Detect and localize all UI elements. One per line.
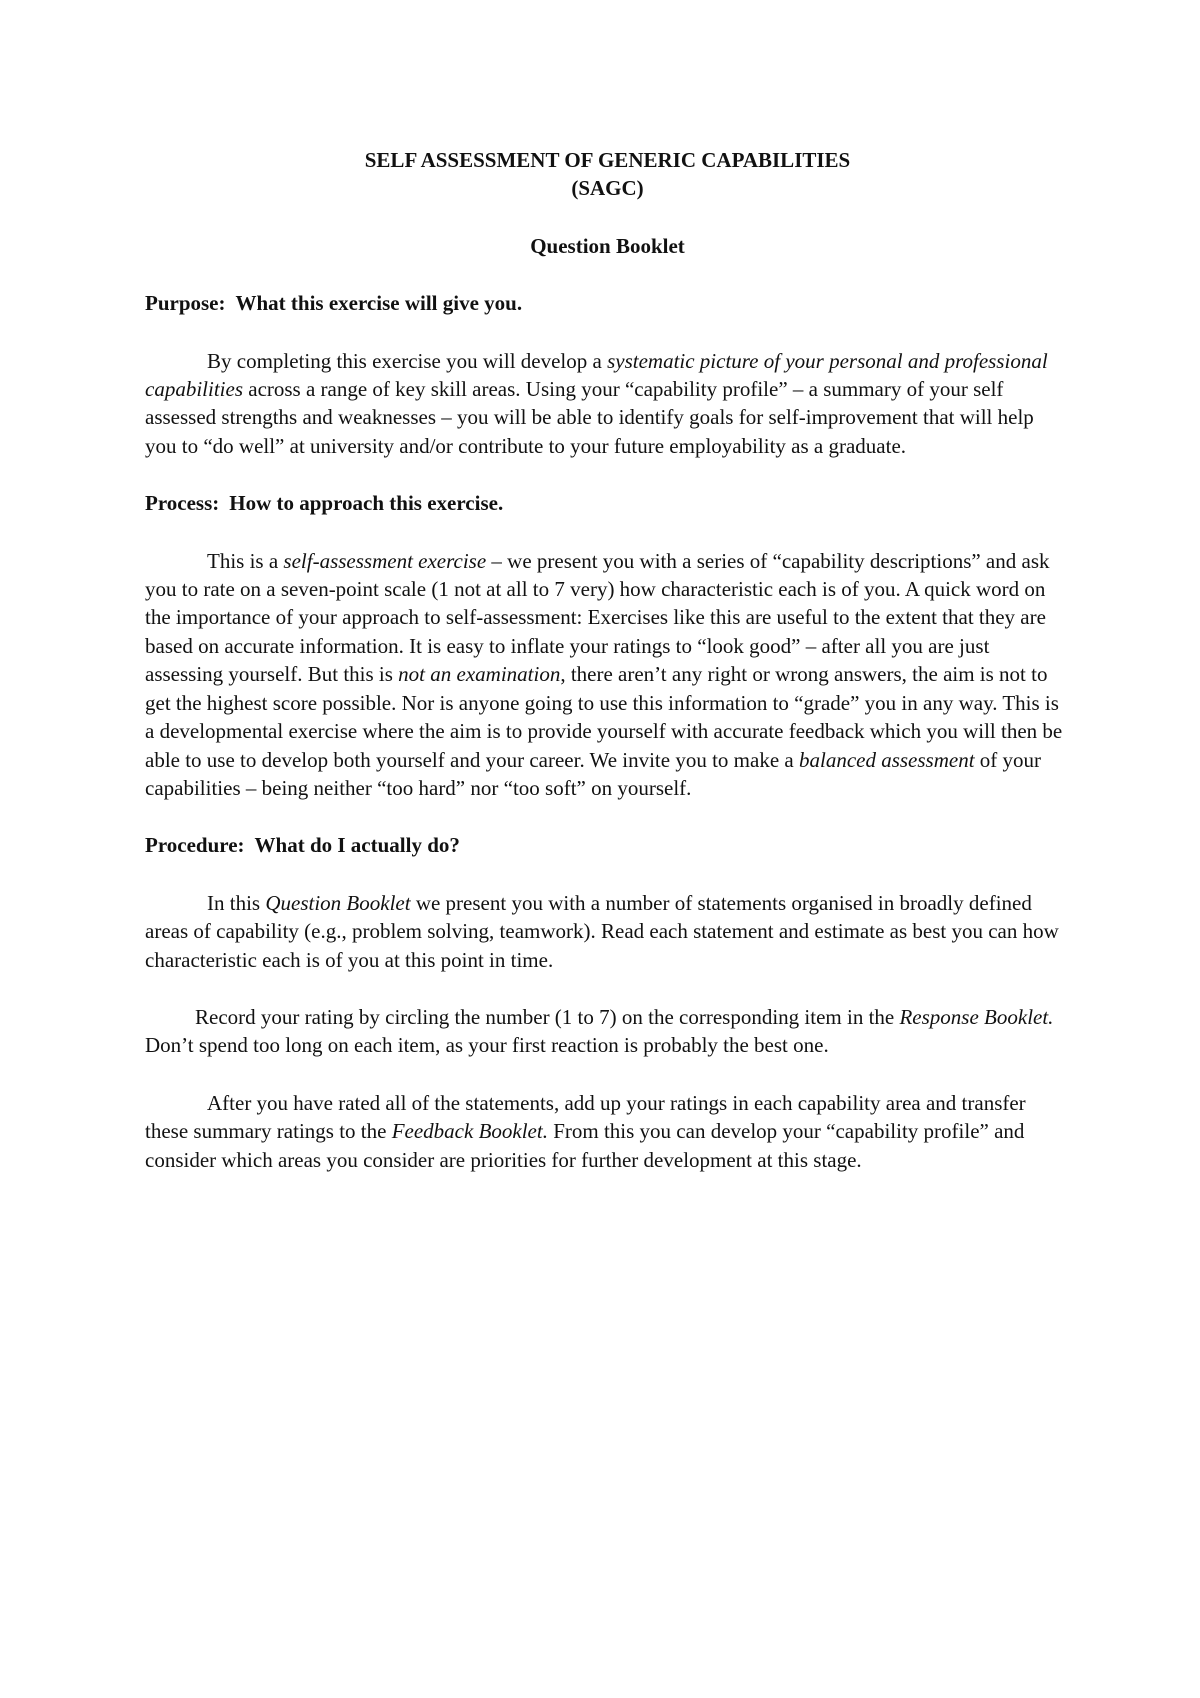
- procedure-p3-text-b: From this you can develop your “capability profile” and consider which areas you consider are priorities for further development at this stage.: [145, 1119, 1025, 1172]
- procedure-paragraph-3: [145, 1089, 1070, 1174]
- process-paragraph: [145, 547, 1070, 803]
- procedure-p2-text-b: Don’t spend too long on each item, as your first reaction is probably the best one.: [145, 1033, 829, 1058]
- process-label: Process:: [145, 491, 220, 516]
- document-page: [145, 146, 1070, 1174]
- purpose-emphasis: systematic picture of your personal and professional capabilities: [145, 348, 1048, 402]
- procedure-p2-text-a: Record your rating by circling the number (1 to 7) on the corresponding item in the: [195, 1004, 900, 1029]
- purpose-text-b: across a range of key skill areas. Using your “capability profile” – a summary of your self assessed strengths and weaknesses – you will be able to identify goals for self-improvement that will help you to “do well” at university and/or contribute to your future employability as a graduate.: [145, 377, 1034, 458]
- process-emphasis-3: balanced assessment: [798, 747, 975, 772]
- procedure-label: Procedure:: [145, 833, 245, 858]
- process-text-d: of your capabilities – being neither “too hard” nor “too soft” on yourself.: [145, 747, 1042, 800]
- process-text-b: – we present you with a series of “capability descriptions” and ask you to rate on a seven-point scale (1 not at all to 7 very) how characteristic each is of you. A quick word on the importance of your approach to self-assessment: Exercises like this are useful to the extent that they are based on accurate information. It is easy to inflate your ratings to “look good” – after all you are just assessing yourself. But this is: [145, 548, 1050, 687]
- process-text-a: This is a: [207, 548, 284, 573]
- procedure-p1-text-b: we present you with a number of statements organised in broadly defined areas of capability (e.g., problem solving, teamwork). Read each statement and estimate as best you can how characteristic each is of you at this point in time.: [145, 890, 1059, 972]
- document-subtitle: Question Booklet: [530, 233, 685, 258]
- process-emphasis-2: not an examination: [398, 662, 561, 687]
- procedure-paragraph-2: [145, 1003, 1070, 1060]
- process-text-c: , there aren’t any right or wrong answers, the aim is not to get the highest score possible. Nor is anyone going to use this information to “grade” you in any way. This is a developmental exercise where the aim is to provide yourself with accurate feedback which you will then be able to use to develop both yourself and your career. We invite you to make a: [145, 662, 1063, 772]
- procedure-heading: [145, 831, 1070, 859]
- purpose-heading-text: What this exercise will give you.: [235, 291, 523, 316]
- process-emphasis-1: self-assessment exercise: [283, 548, 487, 573]
- process-heading-text: How to approach this exercise.: [229, 491, 504, 516]
- purpose-label: Purpose:: [145, 291, 226, 316]
- purpose-heading: [145, 289, 1070, 317]
- purpose-text-a: By completing this exercise you will develop a: [207, 348, 608, 373]
- procedure-p1-emphasis: Question Booklet: [265, 890, 411, 915]
- title-line-2: (SAGC): [571, 176, 644, 201]
- document-title: [145, 146, 1070, 203]
- process-heading: [145, 489, 1070, 517]
- procedure-p1-text-a: In this: [207, 890, 266, 915]
- procedure-paragraph-1: [145, 889, 1070, 974]
- procedure-p3-text-a: After you have rated all of the statements, add up your ratings in each capability area and transfer these summary ratings to the: [145, 1090, 1026, 1144]
- title-line-1: SELF ASSESSMENT OF GENERIC CAPABILITIES: [364, 148, 851, 172]
- procedure-p3-emphasis: Feedback Booklet.: [391, 1119, 548, 1144]
- procedure-p2-emphasis: Response Booklet.: [899, 1004, 1054, 1029]
- procedure-heading-text: What do I actually do?: [254, 833, 460, 858]
- purpose-paragraph: [145, 347, 1070, 461]
